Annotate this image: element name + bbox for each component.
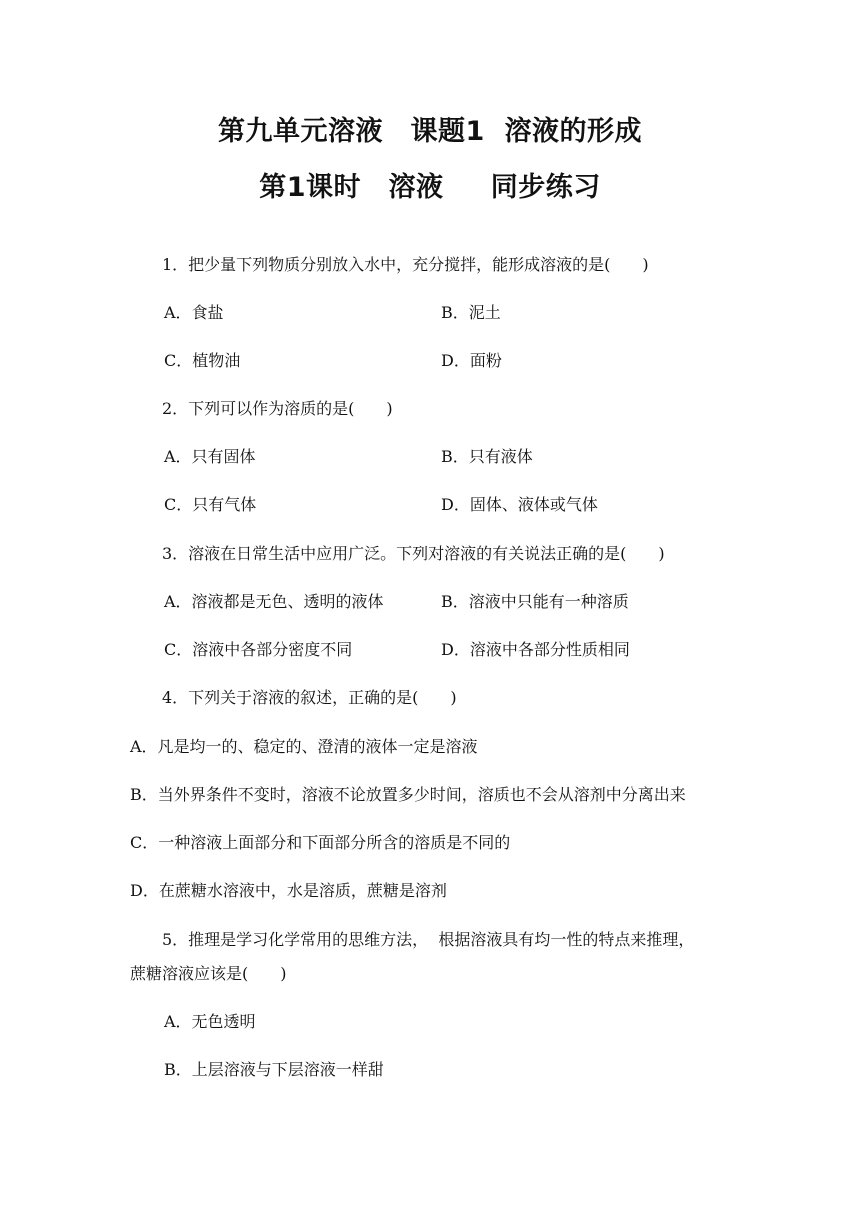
page-subtitle: 第1课时 溶液 同步练习 xyxy=(259,172,601,203)
question-1-option-c: C．植物油 xyxy=(164,351,241,370)
question-5-stem-line-1: 5．推理是学习化学常用的思维方法， 根据溶液具有均一性的特点来推理， xyxy=(162,930,695,949)
question-4-stem: 4．下列关于溶液的叙述，正确的是( ) xyxy=(162,688,457,707)
question-4-option-c: C．一种溶液上面部分和下面部分所含的溶质是不同的 xyxy=(130,833,511,852)
question-3-stem: 3．溶液在日常生活中应用广泛。下列对溶液的有关说法正确的是( ) xyxy=(162,544,665,563)
question-2-option-d: D．固体、液体或气体 xyxy=(441,495,598,514)
question-1-option-a: A．食盐 xyxy=(164,303,224,322)
question-1-option-d: D．面粉 xyxy=(441,351,502,370)
question-4-option-a: A．凡是均一的、稳定的、澄清的液体一定是溶液 xyxy=(130,737,478,756)
question-3-option-c: C．溶液中各部分密度不同 xyxy=(164,640,353,659)
question-1-option-b: B．泥土 xyxy=(441,303,501,322)
question-5-option-a: A．无色透明 xyxy=(164,1012,256,1031)
question-2-option-b: B．只有液体 xyxy=(441,447,533,466)
question-4-option-d: D．在蔗糖水溶液中，水是溶质，蔗糖是溶剂 xyxy=(130,881,447,900)
page-title: 第九单元溶液 课题1 溶液的形成 xyxy=(217,116,643,147)
question-2-option-a: A．只有固体 xyxy=(164,447,256,466)
question-4-option-b: B．当外界条件不变时，溶液不论放置多少时间，溶质也不会从溶剂中分离出来 xyxy=(130,785,686,804)
question-5-option-b: B．上层溶液与下层溶液一样甜 xyxy=(164,1060,384,1079)
question-2-stem: 2．下列可以作为溶质的是( ) xyxy=(162,399,393,418)
question-3-option-b: B．溶液中只能有一种溶质 xyxy=(441,592,629,611)
question-2-option-c: C．只有气体 xyxy=(164,495,257,514)
question-5-stem-line-2: 蔗糖溶液应该是( ) xyxy=(130,964,287,983)
question-1-stem: 1．把少量下列物质分别放入水中，充分搅拌，能形成溶液的是( ) xyxy=(162,255,649,274)
question-3-option-a: A．溶液都是无色、透明的液体 xyxy=(164,592,384,611)
question-3-option-d: D．溶液中各部分性质相同 xyxy=(441,640,630,659)
